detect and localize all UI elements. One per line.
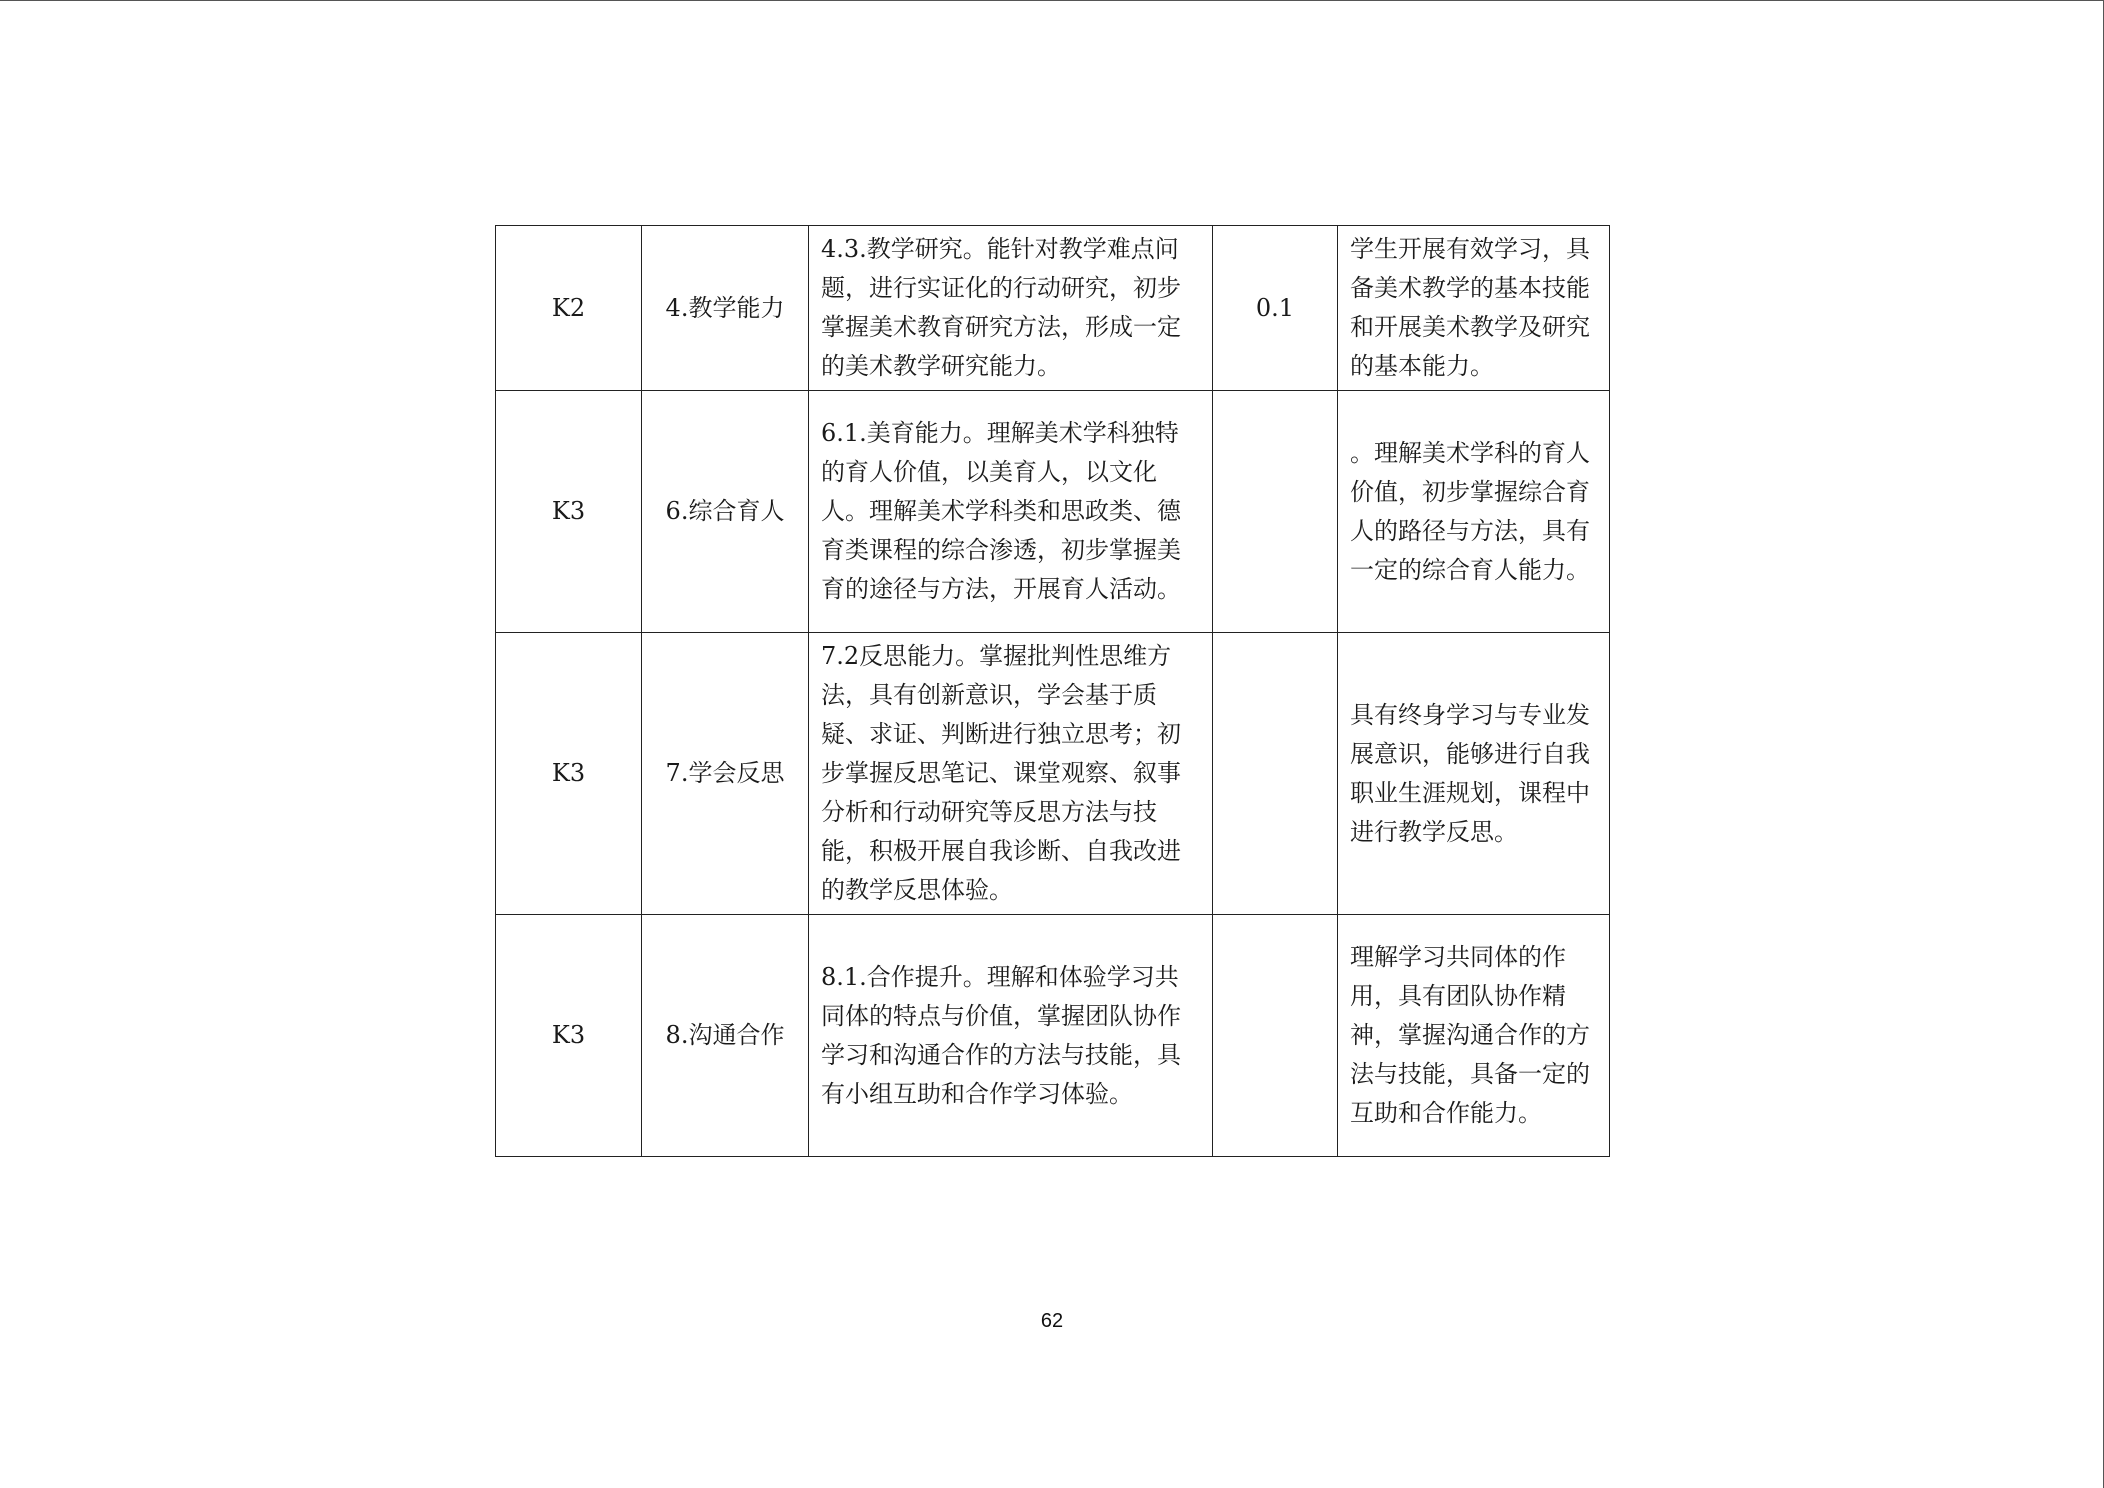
goal-cell: 具有终身学习与专业发展意识，能够进行自我职业生涯规划，课程中进行教学反思。 xyxy=(1338,633,1610,915)
page-top-border xyxy=(0,0,2104,1)
page-number: 62 xyxy=(1040,1310,1064,1332)
requirement-cell: 8.沟通合作 xyxy=(642,915,809,1157)
table-row xyxy=(496,915,1610,1157)
requirement-cell: 4.教学能力 xyxy=(642,226,809,391)
outcomes-table xyxy=(495,225,1610,1157)
indicator-cell: 8.1.合作提升。理解和体验学习共同体的特点与价值，掌握团队协作学习和沟通合作的方法与技能，具有小组互助和合作学习体验。 xyxy=(809,915,1213,1157)
requirement-cell: 6.综合育人 xyxy=(642,391,809,633)
indicator-cell: 4.3.教学研究。能针对教学难点问题，进行实证化的行动研究，初步掌握美术教育研究方法，形成一定的美术教学研究能力。 xyxy=(809,226,1213,391)
table-row xyxy=(496,391,1610,633)
requirement-cell: 7.学会反思 xyxy=(642,633,809,915)
code-cell: K3 xyxy=(496,915,642,1157)
indicator-cell: 7.2反思能力。掌握批判性思维方法，具有创新意识，学会基于质疑、求证、判断进行独立思考；初步掌握反思笔记、课堂观察、叙事分析和行动研究等反思方法与技能，积极开展自我诊断、自我改进的教学反思体验。 xyxy=(809,633,1213,915)
goal-cell: 学生开展有效学习，具备美术教学的基本技能和开展美术教学及研究的基本能力。 xyxy=(1338,226,1610,391)
code-cell: K2 xyxy=(496,226,642,391)
goal-cell: 。理解美术学科的育人价值，初步掌握综合育人的路径与方法，具有一定的综合育人能力。 xyxy=(1338,391,1610,633)
weight-cell xyxy=(1213,633,1338,915)
table-row xyxy=(496,633,1610,915)
indicator-cell: 6.1.美育能力。理解美术学科独特的育人价值，以美育人，以文化人。理解美术学科类和思政类、德育类课程的综合渗透，初步掌握美育的途径与方法，开展育人活动。 xyxy=(809,391,1213,633)
code-cell: K3 xyxy=(496,633,642,915)
weight-cell xyxy=(1213,915,1338,1157)
weight-cell xyxy=(1213,391,1338,633)
weight-cell: 0.1 xyxy=(1213,226,1338,391)
code-cell: K3 xyxy=(496,391,642,633)
table-row xyxy=(496,226,1610,391)
goal-cell: 理解学习共同体的作用，具有团队协作精神，掌握沟通合作的方法与技能，具备一定的互助和合作能力。 xyxy=(1338,915,1610,1157)
